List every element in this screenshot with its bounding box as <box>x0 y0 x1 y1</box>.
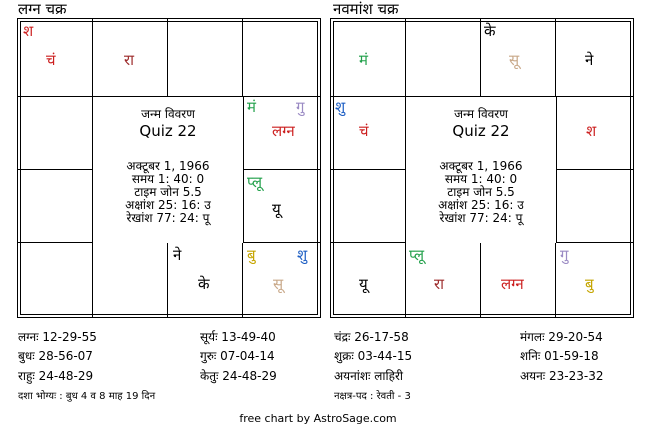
longitude: रेखांश 77: 24: पू <box>439 211 523 225</box>
saturn-glyph: श <box>586 122 597 140</box>
venus-glyph: शु <box>335 98 346 116</box>
lagna-birth-details <box>93 97 243 243</box>
ketu-position: केतुः 24-48-29 <box>200 369 277 383</box>
lagna-house-10 <box>18 170 93 243</box>
time-zone: टाइम जोन 5.5 <box>134 185 202 199</box>
quiz-label: Quiz 22 <box>452 122 510 140</box>
moon-position: चंद्रः 26-17-58 <box>334 330 409 344</box>
venus-position: शुक्रः 03-44-15 <box>334 349 413 363</box>
lagna-house-6 <box>243 243 320 317</box>
jupiter-glyph: गु <box>560 246 569 264</box>
uranus-glyph: यू <box>359 275 368 293</box>
birth-details-heading: जन्म विवरण <box>141 107 195 121</box>
uranus-glyph: यू <box>272 200 281 218</box>
lagna-chart <box>17 18 321 318</box>
navamsha-house-3 <box>556 19 633 97</box>
dasha-balance: दशा भोग्यः : बुध 4 व 8 माह 19 दिन <box>18 391 156 402</box>
lagna-house-3 <box>243 19 320 97</box>
birth-details-heading: जन्म विवरण <box>454 107 508 121</box>
mars-glyph: मं <box>247 98 256 116</box>
moon-glyph: चं <box>46 51 56 69</box>
latitude: अक्षांश 25: 16: उ <box>125 198 211 212</box>
ayanamsha-label: अयनांशः लाहिरी <box>334 369 404 383</box>
saturn-glyph: श <box>23 22 34 40</box>
navamsha-house-11 <box>331 97 406 170</box>
mercury-position: बुधः 28-56-07 <box>18 349 93 363</box>
lagna-house-12 <box>18 19 93 97</box>
neptune-glyph: ने <box>585 51 594 69</box>
navamsha-house-5 <box>556 170 633 243</box>
lagna-house-11 <box>18 97 93 170</box>
saturn-position: शनिः 01-59-18 <box>520 349 599 363</box>
navamsha-house-4 <box>556 97 633 170</box>
navamsha-house-12 <box>331 19 406 97</box>
birth-detail-lines <box>93 160 243 225</box>
nakshatra-pada: नक्षत्र-पद : रेवती - 3 <box>334 391 411 402</box>
sun-glyph: सू <box>273 275 284 293</box>
latitude: अक्षांश 25: 16: उ <box>438 198 524 212</box>
longitude: रेखांश 77: 24: पू <box>126 211 210 225</box>
birth-time: समय 1: 40: 0 <box>444 172 518 186</box>
jupiter-position: गुरुः 07-04-14 <box>200 349 275 363</box>
rahu-position: राहुः 24-48-29 <box>18 369 94 383</box>
sun-position: सूर्यः 13-49-40 <box>200 330 276 344</box>
lagna-position: लग्नः 12-29-55 <box>18 330 97 344</box>
moon-glyph: चं <box>359 122 369 140</box>
navamsha-house-1 <box>406 19 481 97</box>
lagna-chart-title: लग्न चक्र <box>18 0 67 18</box>
birth-time: समय 1: 40: 0 <box>131 172 205 186</box>
lagna-house-7 <box>168 243 243 317</box>
venus-glyph: शु <box>297 246 308 264</box>
navamsha-birth-details <box>406 97 556 243</box>
sun-glyph: सू <box>509 51 520 69</box>
mars-glyph: मं <box>359 51 368 69</box>
pluto-glyph: प्लू <box>247 173 263 191</box>
ayana-position: अयनः 23-23-32 <box>520 369 604 383</box>
jupiter-glyph: गु <box>296 98 305 116</box>
birth-detail-lines <box>406 160 556 225</box>
time-zone: टाइम जोन 5.5 <box>447 185 515 199</box>
rahu-glyph: रा <box>434 275 445 293</box>
lagna-house-2 <box>168 19 243 97</box>
navamsha-house-7 <box>481 243 556 317</box>
lagna-house-1 <box>93 19 168 97</box>
navamsha-house-8 <box>406 243 481 317</box>
navamsha-house-10 <box>331 170 406 243</box>
lagna-house-8 <box>93 243 168 317</box>
lagna-house-4 <box>243 97 320 170</box>
ketu-glyph: के <box>484 22 496 40</box>
mars-position: मंगलः 29-20-54 <box>520 330 603 344</box>
pluto-glyph: प्लू <box>409 246 425 264</box>
navamsha-house-2 <box>481 19 556 97</box>
quiz-label: Quiz 22 <box>139 122 197 140</box>
navamsha-house-6 <box>556 243 633 317</box>
ketu-glyph: के <box>198 275 210 293</box>
lagna-house-9 <box>18 243 93 317</box>
lagna-glyph: लग्न <box>272 122 295 140</box>
neptune-glyph: ने <box>173 246 182 264</box>
footer-credit: free chart by AstroSage.com <box>239 412 397 425</box>
navamsha-house-9 <box>331 243 406 317</box>
lagna-house-5 <box>243 170 320 243</box>
rahu-glyph: रा <box>124 51 135 69</box>
mercury-glyph: बु <box>585 275 594 293</box>
birth-date: अक्टूबर 1, 1966 <box>126 159 210 173</box>
navamsha-chart-title: नवमांश चक्र <box>333 0 399 18</box>
mercury-glyph: बु <box>247 246 256 264</box>
lagna-glyph: लग्न <box>501 275 524 293</box>
birth-date: अक्टूबर 1, 1966 <box>439 159 523 173</box>
navamsha-chart <box>330 18 634 318</box>
